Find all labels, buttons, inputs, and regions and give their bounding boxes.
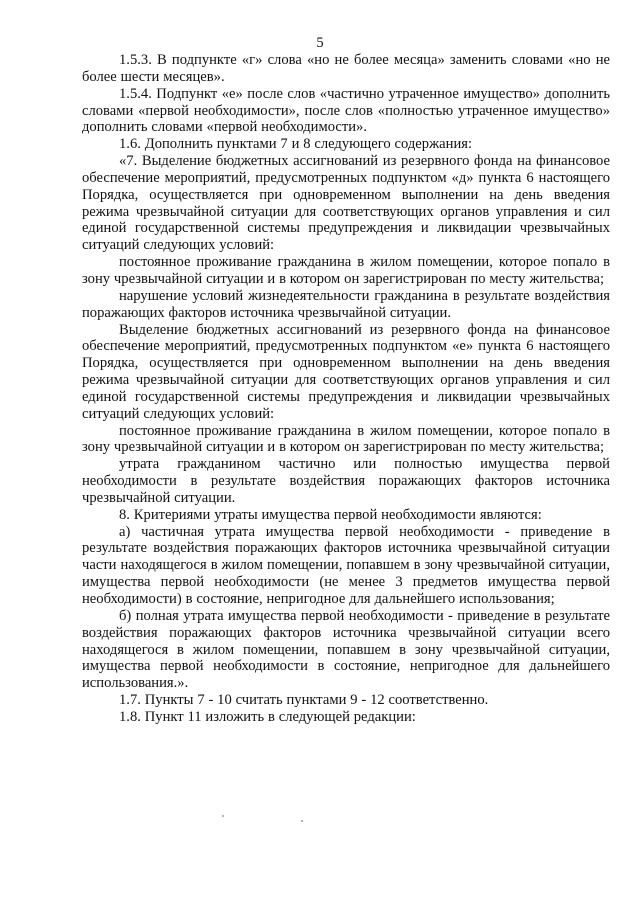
paragraph-1-8: 1.8. Пункт 11 изложить в следующей редакции: (119, 708, 416, 725)
paragraph-1-5-3: 1.5.3. В подпункте «г» слова «но не более месяца» заменить словами «но не более шести месяцев». (82, 52, 610, 85)
scan-speck (301, 820, 303, 822)
scan-speck (222, 815, 224, 817)
paragraph-1-6: 1.6. Дополнить пунктами 7 и 8 следующего содержания: (119, 136, 473, 153)
paragraph-allocation-subitem-e: Выделение бюджетных ассигнований из резервного фонда на финансовое обеспечение мероприятий, предусмотренных подпунктом «е» пункта 6 настоящего Порядка, осуществляется при одновременном выполнении на день введения режима чрезвычайной ситуации для соответствующих органов управления и сил единой государственной системы предупреждения и ликвидации чрезвычайных ситуаций следующих условий: (82, 321, 610, 422)
document-body (82, 52, 610, 726)
paragraph-condition-living-disruption: нарушение условий жизнедеятельности гражданина в результате воздействия поражающих факторов источника чрезвычайной ситуации. (82, 287, 610, 321)
paragraph-full-loss: б) полная утрата имущества первой необходимости - приведение в результате воздействия поражающих факторов источника чрезвычайной ситуации всего находящегося в жилом помещении, попавшем в зону чрезвычайной ситуации, имущества первой необходимости в состояние, непригодное для дальнейшего использования.». (82, 607, 610, 692)
paragraph-item-7: «7. Выделение бюджетных ассигнований из резервного фонда на финансовое обеспечение мероприятий, предусмотренных подпунктом «д» пункта 6 настоящего Порядка, осуществляется при одновременном выполнении на день введения режима чрезвычайной ситуации для соответствующих органов управления и сил единой государственной системы предупреждения и ликвидации чрезвычайных ситуаций следующих условий: (82, 153, 610, 254)
paragraph-1-5-4: 1.5.4. Подпункт «е» после слов «частично утраченное имущество» дополнить словами «первой необходимости», после слов «полностью утраченное имущество» дополнить словами «первой необходимости». (82, 85, 610, 136)
paragraph-condition-property-loss: утрата гражданином частично или полностью имущества первой необходимости в результате воздействия поражающих факторов источника чрезвычайной ситуации. (82, 456, 610, 506)
paragraph-item-8: 8. Критериями утраты имущества первой необходимости являются: (119, 506, 542, 523)
page-number: 5 (316, 35, 324, 51)
paragraph-condition-residence-2: постоянное проживание гражданина в жилом помещении, которое попало в зону чрезвычайной ситуации и в котором он зарегистрирован по месту жительства; (82, 422, 610, 456)
paragraph-partial-loss: а) частичная утрата имущества первой необходимости - приведение в результате воздействия поражающих факторов источника чрезвычайной ситуации части находящегося в жилом помещении, попавшем в зону чрезвычайной ситуации, имущества первой необходимости (не менее 3 предметов имущества первой необходимости) в состояние, непригодное для дальнейшего использования; (82, 523, 610, 607)
paragraph-condition-residence-1: постоянное проживание гражданина в жилом помещении, которое попало в зону чрезвычайной ситуации и в котором он зарегистрирован по месту жительства; (82, 254, 610, 287)
paragraph-1-7: 1.7. Пункты 7 - 10 считать пунктами 9 - 12 соответственно. (119, 692, 489, 709)
